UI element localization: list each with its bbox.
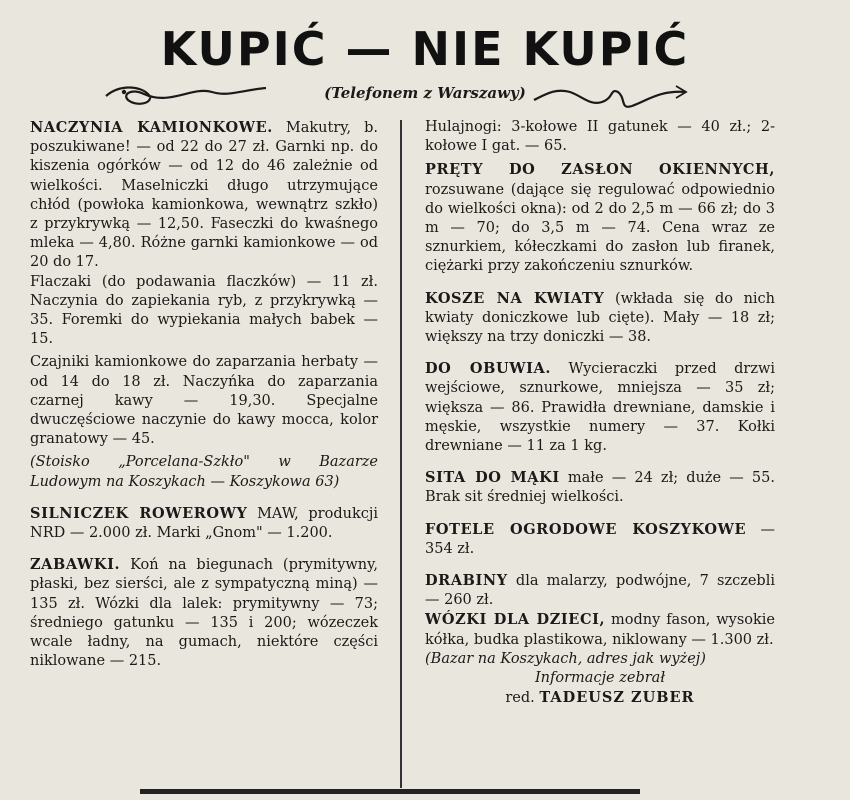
- text-fotele: — 354 zł.: [425, 521, 775, 557]
- heading-sita: SITA DO MĄKI: [425, 469, 560, 487]
- heading-naczynia: NACZYNIA KAMIONKOWE.: [30, 119, 273, 136]
- author-prefix: red.: [505, 690, 535, 707]
- heading-wozki: WÓZKI DLA DZIECI,: [425, 611, 606, 629]
- paragraph-flaczaki: Flaczaki (do podawania flaczków) — 11 zł. Naczynia do zapiekania ryb, z przykrywką — 35. Foremki do wypiekania małych babek — 15.: [30, 273, 378, 348]
- page-title: KUPIĆ — NIE KUPIĆ: [160, 22, 690, 76]
- text-naczynia: Makutry, b. poszukiwane! — od 22 do 27 zł. Garnki np. do kiszenia ogórków — od 12 do 46 zależnie od wielkości. Maselniczki długo utrzymujące chłód (powłoka kamionkowa, wewnątrz szkło) z przykrywką — 12,50. Faseczki do kwaśnego mleka — 4,80. Różne garnki kamionkowe — od 20 do 17.: [30, 120, 379, 271]
- text-zabawki: Koń na biegunach (prymitywny, płaski, bez sierści, ale z sympatyczną miną) — 135 zł. Wózki dla lalek: prymitywny — 73; średniego gatunku — 135 i 200; wózeczek wcale ładny, na gumach, niektóre części niklowane — 215.: [30, 557, 379, 670]
- heading-drabiny: DRABINY: [425, 572, 508, 590]
- left-column: [30, 118, 378, 671]
- heading-fotele: FOTELE OGRODOWE KOSZYKOWE: [425, 520, 747, 538]
- author-line: [425, 688, 775, 708]
- section-drabiny: [425, 571, 775, 610]
- text-sita: małe — 24 zł; duże — 55. Brak sit średniej wielkości.: [425, 470, 775, 506]
- right-squiggle-ornament: [530, 78, 690, 114]
- heading-silniczek: SILNICZEK ROWEROWY: [30, 504, 248, 522]
- heading-kosze: KOSZE NA KWIATY: [425, 289, 605, 307]
- section-sita: [425, 468, 775, 507]
- bottom-rule: [140, 789, 640, 794]
- right-column: [425, 118, 775, 708]
- section-fotele: [425, 520, 775, 559]
- paragraph-hulajnogi: Hulajnogi: 3-kołowe II gatunek — 40 zł.; 2-kołowe I gat. — 65.: [425, 119, 775, 155]
- section-naczynia: [30, 118, 378, 273]
- paragraph-czajniki: Czajniki kamionkowe do zaparzania herbaty — od 14 do 18 zł. Naczyńka do zaparzania czarnej kawy — 19,30. Specjalne dwuczęściowe naczynie do kawy mocca, kolor granatowy — 45.: [30, 354, 378, 448]
- subtitle: (Telefonem z Warszawy): [324, 84, 526, 102]
- heading-prety: PRĘTY DO ZASŁON OKIENNYCH,: [425, 161, 775, 179]
- section-obuwie: [425, 359, 775, 456]
- source-note-2: (Bazar na Koszykach, adres jak wyżej): [425, 650, 706, 667]
- source-note-1: (Stoisko „Porcelana-Szkło" w Bazarze Ludowym na Koszykach — Koszykowa 63): [30, 454, 378, 490]
- credit-line: Informacje zebrał: [534, 670, 666, 687]
- text-wozki: modny fason, wysokie kółka, budka plastikowa, niklowany — 1.300 zł.: [425, 612, 775, 648]
- text-kosze: (wkłada się do nich kwiaty doniczkowe lub cięte). Mały — 18 zł; większy na trzy doniczki — 38.: [425, 290, 776, 346]
- text-prety: rozsuwane (dające się regulować odpowiednio do wielkości okna): od 2 do 2,5 m — 66 zł; do 3 m — 70; do 3,5 m — 74. Cena wraz ze sznurkiem, kółeczkami do zasłon lub firanek, ciężarki przy zakończeniu sznurków.: [425, 181, 775, 275]
- column-divider: [400, 120, 402, 788]
- section-prety: [425, 160, 775, 276]
- section-kosze: [425, 289, 775, 348]
- section-zabawki: [30, 555, 378, 671]
- heading-zabawki: ZABAWKI.: [30, 556, 121, 574]
- text-silniczek: MAW, produkcji NRD — 2.000 zł. Marki „Gnom" — 1.200.: [30, 505, 378, 542]
- text-obuwie: Wycieraczki przed drzwi wejściowe, sznurkowe, mniejsza — 35 zł; większa — 86. Prawidła drewniane, damskie i męskie, wszystkie numery — 37. Kołki drewniane — 11 za 1 kg.: [425, 361, 776, 455]
- author-name: TADEUSZ ZUBER: [539, 689, 695, 707]
- text-drabiny: dla malarzy, podwójne, 7 szczebli — 260 zł.: [425, 573, 775, 609]
- heading-obuwie: DO OBUWIA.: [425, 360, 552, 378]
- section-silniczek: [30, 504, 378, 543]
- section-wozki: [425, 610, 775, 649]
